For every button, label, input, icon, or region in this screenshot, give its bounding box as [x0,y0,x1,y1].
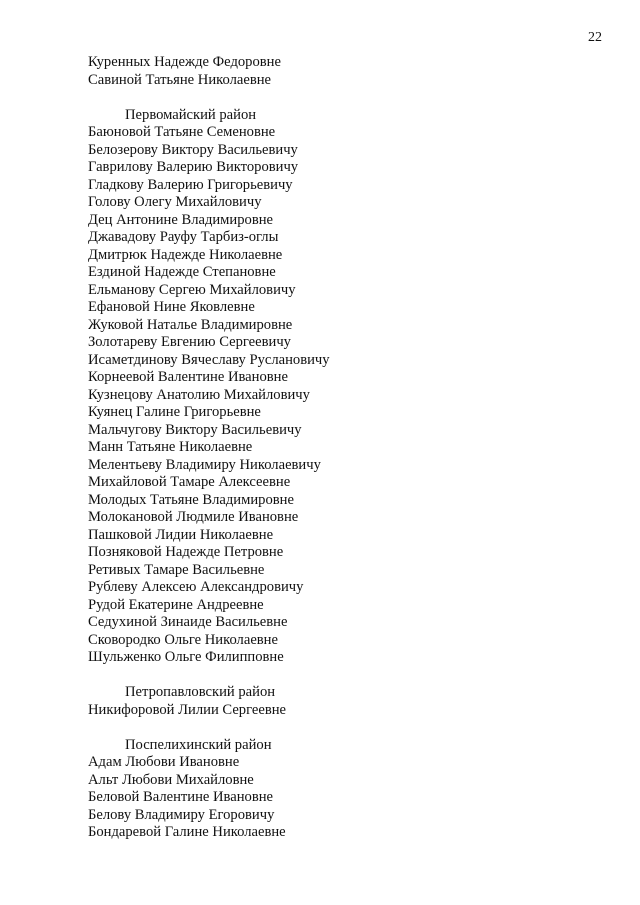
district-section [88,107,608,667]
list-item: Исаметдинову Вячеславу Руслановичу [88,351,330,368]
list-item: Молокановой Людмиле Ивановне [88,509,299,525]
district-heading: Поспелихинский район [125,736,272,753]
list-item: Рудой Екатерине Андреевне [88,596,264,613]
list-item: Ездиной Надежде Степановне [88,264,276,280]
list-item: Баюновой Татьяне Семеновне [88,124,276,140]
list-item: Мелентьеву Владимиру Николаевичу [88,456,321,473]
list-item: Дмитрюк Надежде Николаевне [88,246,283,263]
list-item: Молодых Татьяне Владимировне [88,491,294,508]
list-item: Белозерову Виктору Васильевичу [88,141,298,158]
list-item: Ефановой Нине Яковлевне [88,299,255,315]
list-item: Сковородко Ольге Николаевне [88,631,278,648]
list-item: Жуковой Наталье Владимировне [88,316,293,333]
list-item: Мальчугову Виктору Васильевичу [88,421,302,438]
list-item: Шульженко Ольге Филипповне [88,649,284,665]
list-item: Куренных Надежде Федоровне [88,54,281,70]
list-item: Беловой Валентине Ивановне [88,789,274,805]
district-sections [88,89,608,842]
list-item: Пашковой Лидии Николаевне [88,526,274,543]
page-number: 22 [588,30,602,45]
list-item: Гаврилову Валерию Викторовичу [88,159,299,175]
list-item: Альт Любови Михайловне [88,771,254,788]
list-item: Золотареву Евгению Сергеевичу [88,334,291,350]
list-item: Ретивых Тамаре Васильевне [88,561,265,578]
district-heading: Первомайский район [125,106,257,123]
intro-list [88,54,608,89]
list-item: Бондаревой Галине Николаевне [88,824,286,840]
section-spacer [88,89,608,107]
list-item: Михайловой Тамаре Алексеевне [88,474,291,490]
district-heading: Петропавловский район [125,684,276,700]
district-section [88,684,608,719]
list-item: Белову Владимиру Егоровичу [88,806,275,823]
list-item: Голову Олегу Михайловичу [88,194,262,210]
list-item: Рублеву Алексею Александровичу [88,579,304,595]
list-item: Ельманову Сергею Михайловичу [88,281,296,298]
list-item: Позняковой Надежде Петровне [88,544,284,560]
list-item: Дец Антонине Владимировне [88,211,274,228]
district-section [88,737,608,842]
list-item: Куянец Галине Григорьевне [88,404,261,420]
list-item: Савиной Татьяне Николаевне [88,71,272,88]
list-item: Адам Любови Ивановне [88,754,240,770]
list-item: Манн Татьяне Николаевне [88,439,253,455]
list-item: Кузнецову Анатолию Михайловичу [88,386,310,403]
list-item: Седухиной Зинаиде Васильевне [88,614,288,630]
document-body [88,54,608,842]
list-item: Гладкову Валерию Григорьевичу [88,176,293,193]
section-spacer [88,667,608,685]
list-item: Корнеевой Валентине Ивановне [88,369,288,385]
list-item: Никифоровой Лилии Сергеевне [88,701,287,718]
list-item: Джавадову Рауфу Тарбиз-оглы [88,229,279,245]
section-spacer [88,719,608,737]
